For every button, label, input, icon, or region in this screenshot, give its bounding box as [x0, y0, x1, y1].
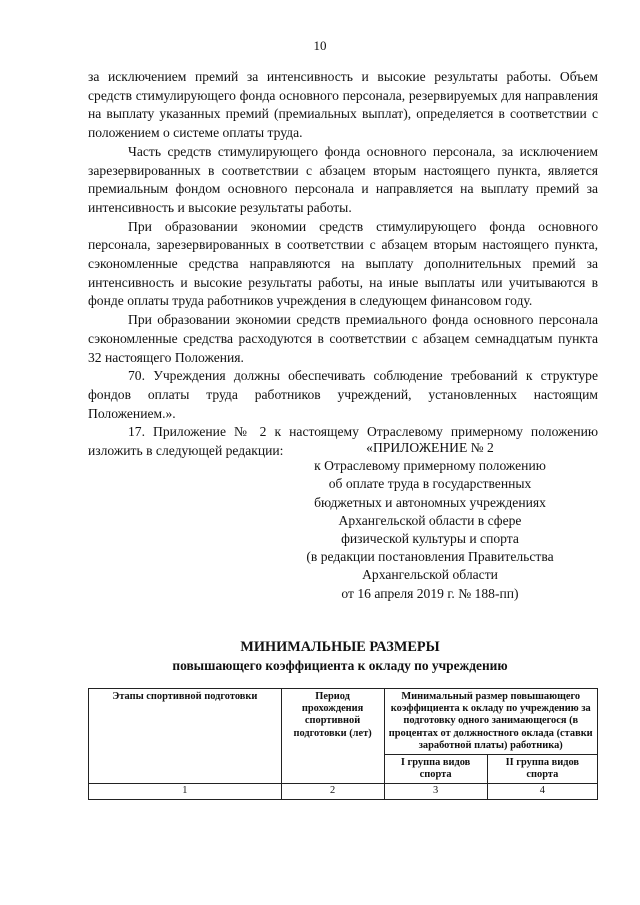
- paragraph: При образовании экономии средств премиального фонда основного персонала сэкономленные средства расходуются в соответствии с абзацем семнадцатым пункта 32 настоящего Положения.: [88, 312, 598, 365]
- table-title: МИНИМАЛЬНЫЕ РАЗМЕРЫ: [240, 639, 440, 655]
- appendix-header: [280, 439, 580, 603]
- paragraph: за исключением премий за интенсивность и высокие результаты работы. Объем средств стимулирующего фонда основного персонала, резервируемых для направления на выплату указанных премий (премиальных выплат), определяется в соответствии с положением о системе оплаты труда.: [88, 69, 598, 141]
- paragraph: Часть средств стимулирующего фонда основного персонала, за исключением зарезервированных в соответствии с абзацем вторым настоящего пункта, является премиальным фондом основного персонала и направляется на выплату премий за интенсивность и высокие результаты работы.: [88, 143, 598, 215]
- paragraph: 17. Приложение № 2 к настоящему Отраслевому примерному положению изложить в следующей редакции:: [88, 424, 598, 459]
- header-period: Период прохождения спортивной подготовки (лет): [281, 689, 384, 784]
- header-group-2: II группа видов спорта: [487, 755, 597, 784]
- page-number: 10: [313, 38, 327, 53]
- table-header-row: [89, 689, 598, 755]
- appendix-line: физической культуры и спорта: [341, 531, 519, 547]
- table-row: [89, 784, 598, 799]
- coefficient-table: [88, 688, 598, 800]
- header-min-size: Минимальный размер повышающего коэффициента к окладу по учреждению за подготовку одного занимающегося (в процентах от должностного оклада (ставки заработной платы) работника): [384, 689, 598, 755]
- column-number: 2: [281, 784, 384, 799]
- appendix-line: Архангельской области в сфере: [338, 512, 522, 528]
- column-number: 4: [487, 784, 597, 799]
- appendix-line: Архангельской области: [362, 567, 498, 583]
- header-group-1: I группа видов спорта: [384, 755, 487, 784]
- appendix-line: (в редакции постановления Правительства: [306, 549, 554, 565]
- appendix-line: «ПРИЛОЖЕНИЕ № 2: [366, 440, 494, 455]
- header-stages: Этапы спортивной подготовки: [89, 689, 282, 784]
- appendix-line: к Отраслевому примерному положению: [314, 458, 546, 474]
- column-number: 1: [89, 784, 282, 799]
- paragraph: При образовании экономии средств стимулирующего фонда основного персонала, зарезервированных в соответствии с абзацем вторым настоящего пункта, сэкономленные средства направляются на выплату дополнительных премий за интенсивность и высокие результаты работы, на иные выплаты или учитываются в фонде оплаты труда работников учреждения в следующем финансовом году.: [88, 218, 598, 309]
- table-subtitle: повышающего коэффициента к окладу по учреждению: [172, 658, 508, 673]
- appendix-line: от 16 апреля 2019 г. № 188-пп): [341, 585, 519, 601]
- appendix-line: об оплате труда в государственных: [328, 476, 532, 492]
- body-text: [88, 68, 598, 461]
- paragraph: 70. Учреждения должны обеспечивать соблюдение требований к структуре фондов оплаты труда работников учреждений, установленных настоящим Положением.».: [88, 368, 598, 421]
- column-number: 3: [384, 784, 487, 799]
- appendix-line: бюджетных и автономных учреждениях: [314, 494, 546, 510]
